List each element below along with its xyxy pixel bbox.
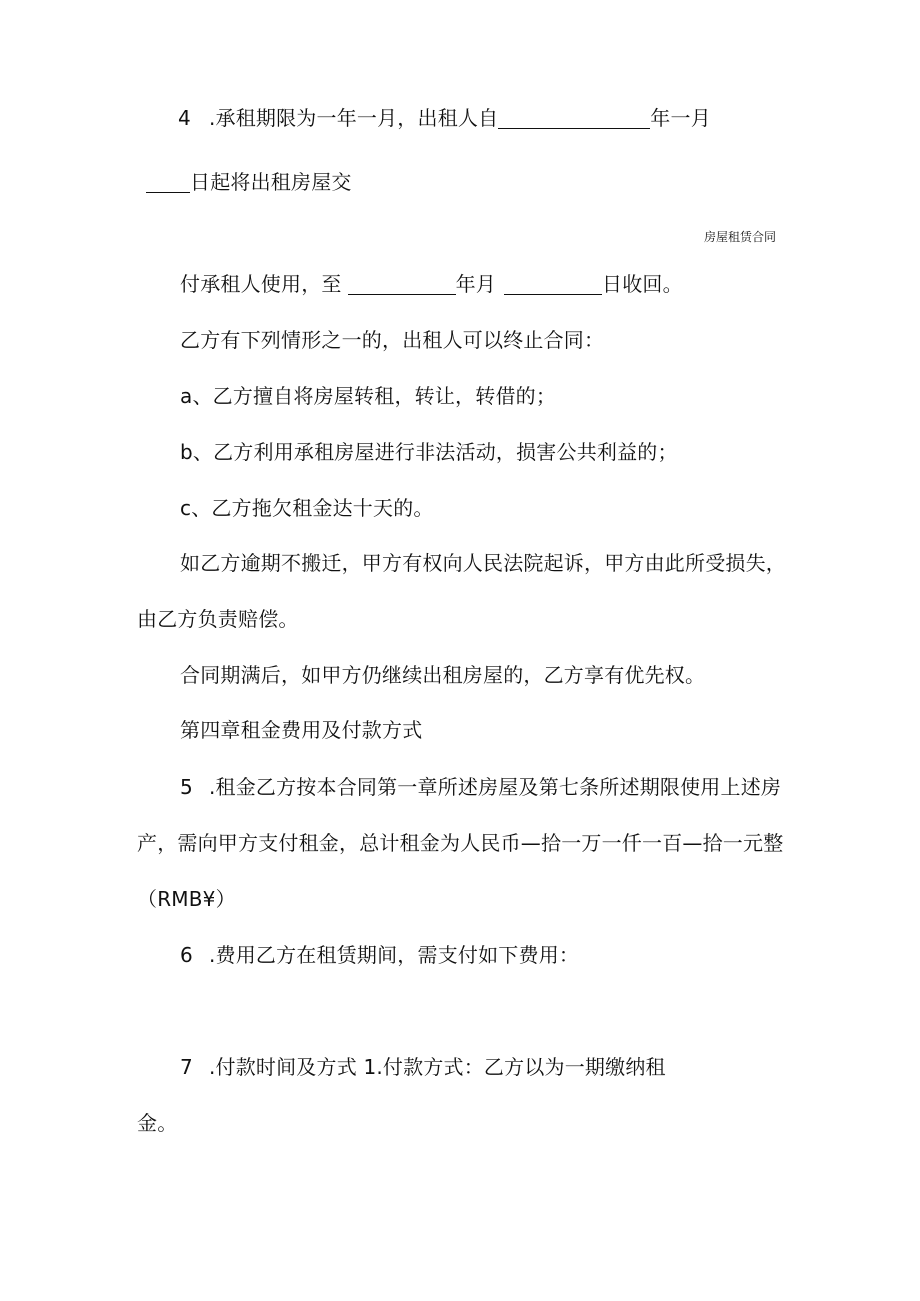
clause-number: 5 [180, 775, 193, 799]
blank-end-year[interactable] [348, 274, 456, 295]
clause-text: .租金乙方按本合同第一章所述房屋及第七条所述期限使用上述房 [208, 775, 782, 799]
priority-clause: 合同期满后，如甲方仍继续出租房屋的，乙方享有优先权。 [180, 663, 706, 687]
clause-number: 4 [178, 106, 191, 130]
clause-5-line-3: （RMB¥） [137, 887, 236, 911]
clause-text: 年月 [455, 272, 497, 296]
termination-item-c: c、乙方拖欠租金达十天的。 [180, 496, 434, 520]
clause-text: 日收回。 [602, 272, 683, 296]
clause-4-line-3 [180, 270, 683, 298]
eviction-line-1: 如乙方逾期不搬迁，甲方有权向人民法院起诉，甲方由此所受损失， [180, 551, 786, 575]
clause-text: .付款时间及方式 1.付款方式：乙方以为一期缴纳租 [208, 1055, 666, 1079]
blank-end-day[interactable] [504, 274, 602, 295]
clause-text: 年一月 [650, 106, 711, 130]
termination-item-b: b、乙方利用承租房屋进行非法活动，损害公共利益的； [180, 440, 678, 464]
clause-7-line-1 [180, 1053, 666, 1081]
clause-4-line-2 [146, 168, 352, 196]
chapter-4-title: 第四章租金费用及付款方式 [180, 718, 423, 742]
clause-number: 7 [180, 1055, 193, 1079]
termination-intro: 乙方有下列情形之一的，出租人可以终止合同： [180, 328, 605, 352]
blank-start-day[interactable] [146, 172, 190, 193]
clause-5-line-1 [180, 773, 781, 801]
clause-4-line-1 [178, 104, 711, 132]
clause-number: 6 [180, 943, 193, 967]
clause-7-line-2: 金。 [137, 1111, 178, 1135]
clause-6 [180, 941, 579, 969]
termination-item-a: a、乙方擅自将房屋转租，转让，转借的； [180, 384, 557, 408]
clause-text: 付承租人使用，至 [180, 272, 342, 296]
eviction-line-2: 由乙方负责赔偿。 [137, 607, 299, 631]
clause-text: .承租期限为一年一月，出租人自 [208, 106, 499, 130]
clause-text: 日起将出租房屋交 [190, 170, 352, 194]
clause-5-line-2: 产，需向甲方支付租金，总计租金为人民币—拾一万一仟一百—拾一元整 [137, 831, 784, 855]
clause-text: .费用乙方在租赁期间，需支付如下费用： [208, 943, 580, 967]
running-header: 房屋租赁合同 [704, 230, 777, 244]
blank-start-year[interactable] [498, 108, 650, 129]
